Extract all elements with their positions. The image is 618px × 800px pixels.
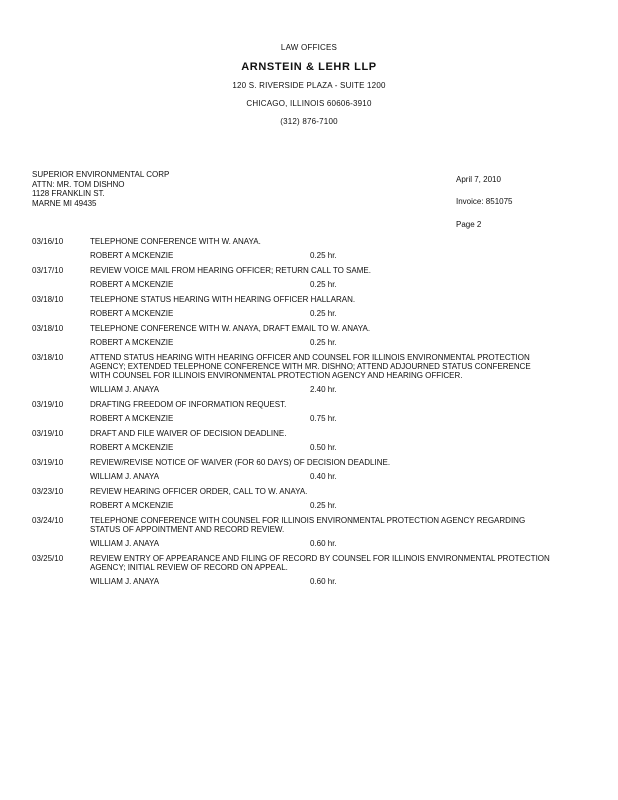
entry-description: REVIEW/REVISE NOTICE OF WAIVER (FOR 60 DAYS) OF DECISION DEADLINE. — [90, 458, 391, 467]
page-number: Page 2 — [456, 220, 482, 229]
invoice-date: April 7, 2010 — [456, 175, 501, 184]
time-entry — [32, 266, 592, 289]
entry-timekeeper: ROBERT A MCKENZIE — [90, 280, 174, 289]
entry-timekeeper: WILLIAM J. ANAYA — [90, 577, 160, 586]
entry-timekeeper: WILLIAM J. ANAYA — [90, 472, 160, 481]
entry-hours: 0.75 hr. — [310, 414, 337, 423]
entry-date: 03/18/10 — [32, 324, 64, 333]
client-street: 1128 FRANKLIN ST. — [32, 189, 105, 198]
entry-description: TELEPHONE STATUS HEARING WITH HEARING OFFICER HALLARAN. — [90, 295, 356, 304]
entry-timekeeper: WILLIAM J. ANAYA — [90, 539, 160, 548]
entry-timekeeper: ROBERT A MCKENZIE — [90, 251, 174, 260]
client-city: MARNE MI 49435 — [32, 198, 97, 208]
entry-date: 03/19/10 — [32, 400, 64, 409]
entry-description: TELEPHONE CONFERENCE WITH W. ANAYA, DRAFT EMAIL TO W. ANAYA. — [90, 324, 371, 333]
entry-date: 03/19/10 — [32, 429, 64, 438]
entry-hours: 0.60 hr. — [310, 577, 337, 586]
entry-date: 03/23/10 — [32, 487, 64, 496]
time-entry — [32, 400, 592, 423]
time-entry — [32, 324, 592, 347]
time-entry — [32, 429, 592, 452]
invoice-number: Invoice: 851075 — [456, 197, 513, 206]
entry-timekeeper: ROBERT A MCKENZIE — [90, 443, 174, 452]
time-entry — [32, 458, 592, 481]
entry-timekeeper: ROBERT A MCKENZIE — [90, 338, 174, 347]
entry-description: REVIEW ENTRY OF APPEARANCE AND FILING OF RECORD BY COUNSEL FOR ILLINOIS ENVIRONMENTAL PROTECTION AGENCY; INITIAL REVIEW OF RECORD ON APPEAL. — [90, 554, 550, 572]
entry-hours: 0.25 hr. — [310, 251, 337, 260]
time-entry — [32, 554, 592, 586]
time-entry — [32, 237, 592, 260]
entry-hours: 0.25 hr. — [310, 501, 337, 510]
entry-hours: 0.25 hr. — [310, 338, 337, 347]
entry-description: REVIEW VOICE MAIL FROM HEARING OFFICER; RETURN CALL TO SAME. — [90, 266, 371, 275]
entry-description: DRAFT AND FILE WAIVER OF DECISION DEADLINE. — [90, 429, 287, 438]
time-entries — [32, 237, 592, 592]
client-name: SUPERIOR ENVIRONMENTAL CORP — [32, 170, 170, 179]
entry-timekeeper: ROBERT A MCKENZIE — [90, 501, 174, 510]
time-entry — [32, 516, 592, 548]
client-address-block — [32, 170, 169, 208]
entry-timekeeper: ROBERT A MCKENZIE — [90, 414, 174, 423]
entry-description: TELEPHONE CONFERENCE WITH COUNSEL FOR ILLINOIS ENVIRONMENTAL PROTECTION AGENCY REGARDING STATUS OF APPOINTMENT AND RECORD REVIEW. — [90, 516, 526, 534]
entry-description: DRAFTING FREEDOM OF INFORMATION REQUEST. — [90, 400, 287, 409]
law-offices-label: LAW OFFICES — [280, 43, 338, 52]
entry-hours: 0.60 hr. — [310, 539, 337, 548]
entry-date: 03/24/10 — [32, 516, 64, 525]
firm-street: 120 S. RIVERSIDE PLAZA - SUITE 1200 — [232, 81, 386, 90]
time-entry — [32, 487, 592, 510]
entry-hours: 0.40 hr. — [310, 472, 337, 481]
entry-date: 03/19/10 — [32, 458, 64, 467]
entry-hours: 0.25 hr. — [310, 280, 337, 289]
time-entry — [32, 353, 592, 394]
entry-description: REVIEW HEARING OFFICER ORDER, CALL TO W. ANAYA. — [90, 487, 308, 496]
firm-city: CHICAGO, ILLINOIS 60606-3910 — [246, 99, 372, 108]
entry-date: 03/16/10 — [32, 237, 64, 246]
entry-date: 03/25/10 — [32, 554, 64, 563]
firm-name: ARNSTEIN & LEHR LLP — [241, 61, 377, 73]
entry-description: ATTEND STATUS HEARING WITH HEARING OFFICER AND COUNSEL FOR ILLINOIS ENVIRONMENTAL PROTECTION AGENCY; EXTENDED TELEPHONE CONFERENCE WITH MR. DISHNO; ATTEND ADJOURNED STATUS CONFERENCE WITH COUNSEL FOR ILLINOIS ENVIRONMENTAL PROTECTION AGENCY AND HEARING OFFICER. — [90, 353, 531, 380]
entry-description: TELEPHONE CONFERENCE WITH W. ANAYA. — [90, 237, 261, 246]
entry-timekeeper: ROBERT A MCKENZIE — [90, 309, 174, 318]
entry-date: 03/18/10 — [32, 353, 64, 362]
entry-date: 03/17/10 — [32, 266, 64, 275]
entry-hours: 0.25 hr. — [310, 309, 337, 318]
time-entry — [32, 295, 592, 318]
entry-hours: 2.40 hr. — [310, 385, 337, 394]
entry-hours: 0.50 hr. — [310, 443, 337, 452]
client-attn: ATTN: MR. TOM DISHNO — [32, 179, 125, 189]
firm-phone: (312) 876-7100 — [280, 117, 338, 126]
entry-date: 03/18/10 — [32, 295, 64, 304]
entry-timekeeper: WILLIAM J. ANAYA — [90, 385, 160, 394]
